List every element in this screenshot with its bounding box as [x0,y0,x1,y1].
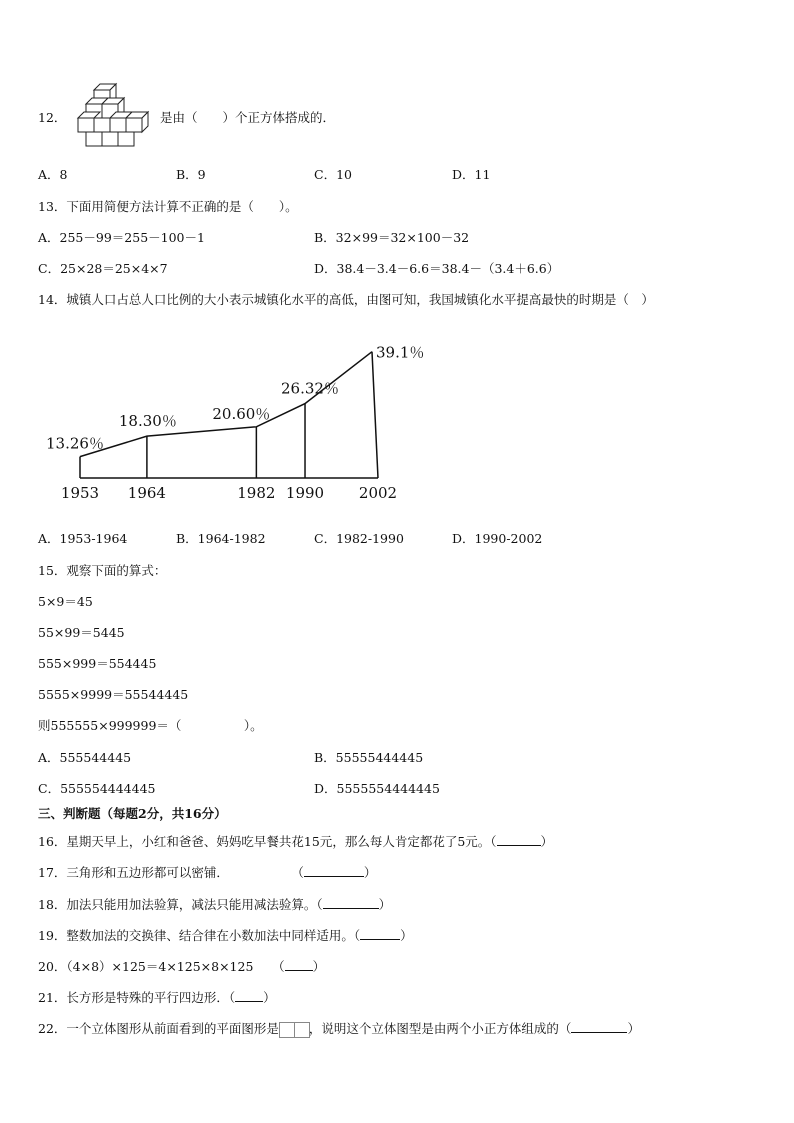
q19-statement [38,927,413,944]
chart-point-label-1990: 26.32％ [281,379,339,398]
q20-text: 20．（4×8）×125＝4×125×8×125 （ [38,959,285,974]
q14-option-d[interactable]: D．1990-2002 [452,531,543,546]
q22-close: ） [627,1021,640,1036]
q15-option-b[interactable]: B．55555444445 [314,750,424,765]
q13-option-a[interactable]: A．255－99＝255－100－1 [38,230,205,245]
q21-close: ） [263,990,276,1005]
q15-option-a[interactable]: A．555544445 [38,750,132,765]
chart-tick-label-1953: 1953 [60,484,100,502]
q15-line-1: 5×9＝45 [38,594,93,609]
q15-ask: 则555555×999999＝（ ）。 [38,718,263,733]
q22-text-after: ，说明这个立体图型是由两个小正方体组成的（ [308,1021,572,1036]
q18-answer-blank[interactable] [323,896,379,909]
q12-option-d[interactable]: D．11 [452,167,491,182]
q16-text: 16．星期天早上，小红和爸爸、妈妈吃早餐共花15元，那么每人肯定都花了5元。（ [38,834,497,849]
q18-text: 18．加法只能用加法验算，减法只能用减法验算。（ [38,897,323,912]
q17-statement [38,864,376,881]
q15-option-d[interactable]: D．5555554444445 [314,781,440,796]
chart-point-label-1964: 18.30％ [118,412,177,431]
q14-option-a[interactable]: A．1953-1964 [38,531,128,546]
q17-close: ） [363,865,377,880]
chart-tick-label-1964: 1964 [127,484,166,502]
q12-number: 12． [38,110,67,125]
q15-line-2: 55×99＝5445 [38,625,125,640]
q19-text: 19．整数加法的交换律、结合律在小数加法中同样适用。（ [38,928,361,943]
q16-close: ） [540,834,554,849]
chart-point-label-2002: 39.1％ [376,343,425,362]
chart-tick-label-1990: 1990 [285,484,325,502]
q20-statement [38,958,325,975]
section-3-title: 三、判断题（每题2分，共16分） [38,806,227,821]
q14-option-b[interactable]: B．1964-1982 [176,531,266,546]
cube-stack-figure [66,82,156,152]
q21-statement [38,989,276,1006]
chart-tick-label-2002: 2002 [358,484,398,502]
q22-statement [38,1020,640,1038]
q13-question: 13．下面用简便方法计算不正确的是（ ）。 [38,199,298,214]
square-right [294,1022,310,1038]
q19-close: ） [400,928,413,943]
q15-option-c[interactable]: C．555554444445 [38,781,156,796]
q19-answer-blank[interactable] [360,927,400,940]
q12-option-c[interactable]: C．10 [314,167,352,182]
two-squares-figure [279,1021,309,1036]
q21-text: 21．长方形是特殊的平行四边形．（ [38,990,236,1005]
chart-vertical-2002 [372,352,378,478]
q14-option-c[interactable]: C．1982-1990 [314,531,404,546]
urbanization-chart [38,338,425,508]
q14-question: 14．城镇人口占总人口比例的大小表示城镇化水平的高低，由图可知，我国城镇化水平提高最快的时期是（ ） [38,292,654,307]
q12-question: 是由（ ）个正方体搭成的． [160,110,336,125]
q22-text-before: 22．一个立体图形从前面看到的平面图形是 [38,1021,279,1036]
q20-close: ） [312,959,326,974]
chart-point-label-1982: 20.60％ [212,404,271,423]
q18-statement [38,896,391,913]
square-left [279,1022,295,1038]
q17-answer-blank[interactable] [304,864,364,877]
q16-statement [38,833,553,850]
q15-intro: 15．观察下面的算式： [38,563,167,578]
chart-tick-label-1982: 1982 [237,484,276,502]
q13-option-c[interactable]: C．25×28＝25×4×7 [38,261,168,276]
q12-option-a[interactable]: A．8 [38,167,68,182]
q13-option-d[interactable]: D．38.4－3.4－6.6＝38.4－（3.4＋6.6） [314,261,560,276]
chart-point-label-1953: 13.26％ [46,434,104,453]
q13-option-b[interactable]: B．32×99＝32×100－32 [314,230,470,245]
q16-answer-blank[interactable] [497,833,541,846]
q17-text: 17．三角形和五边形都可以密铺． （ [38,865,304,880]
q12-option-b[interactable]: B．9 [176,167,206,182]
q18-close: ） [378,897,392,912]
q21-answer-blank[interactable] [235,989,263,1002]
q20-answer-blank[interactable] [285,958,313,971]
q22-answer-blank[interactable] [571,1020,627,1033]
q15-line-4: 5555×9999＝55544445 [38,687,189,702]
q15-line-3: 555×999＝554445 [38,656,157,671]
